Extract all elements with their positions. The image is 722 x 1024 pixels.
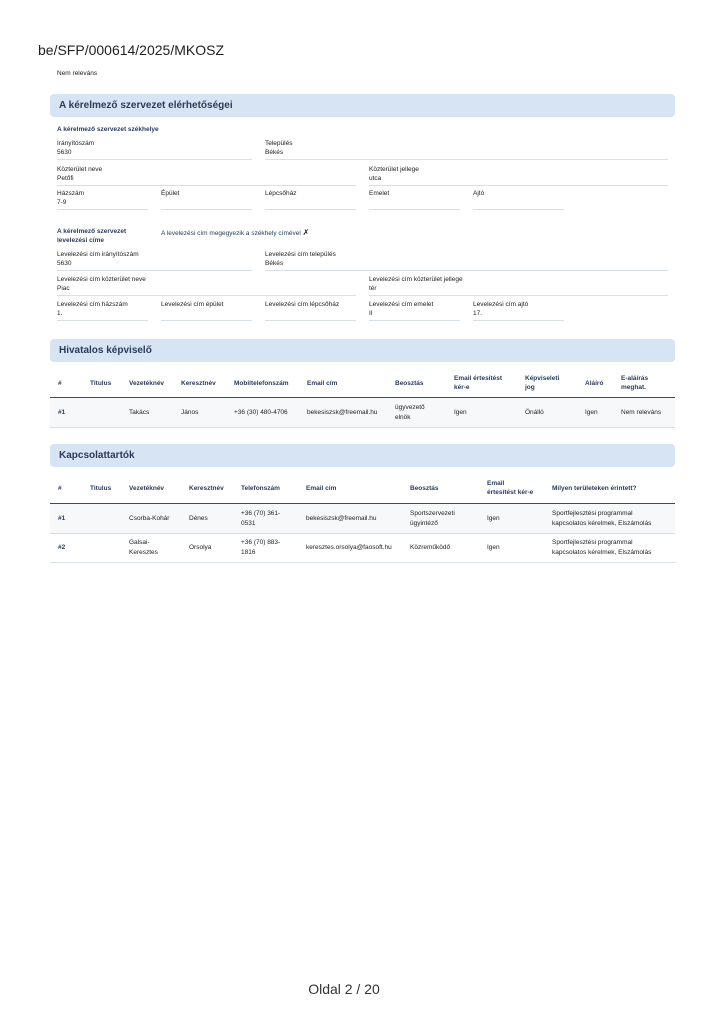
field-label: Levelezési cím lépcsőház xyxy=(265,301,340,308)
col-email: Email cím xyxy=(307,380,338,387)
section-header-official-rep: Hivatalos képviselő xyxy=(50,339,675,362)
cell-position-line-1: ügyvezető xyxy=(395,404,425,411)
col-esign-line-2: meghat. xyxy=(621,384,646,391)
cell-area-line-2: kapcsolatos kérelmek, Elszámolás xyxy=(552,519,652,527)
cell-area xyxy=(552,538,651,557)
field-street xyxy=(57,165,356,186)
col-num: # xyxy=(58,380,62,387)
col-mobile: Mobiltelefonszám xyxy=(234,380,289,387)
table-row xyxy=(50,504,675,534)
col-signer: Aláíró xyxy=(585,380,604,387)
field-house xyxy=(57,189,148,210)
cell-area-line-1: Sportfejlesztési programmal xyxy=(552,510,633,517)
cell-position-line-1: Közreműködő xyxy=(410,544,451,551)
field-value: Piac xyxy=(57,285,70,292)
cell-area xyxy=(552,509,651,528)
mail-same-note xyxy=(161,228,309,237)
field-label: Házszám xyxy=(57,190,85,197)
cell-position-line-2: elnök xyxy=(395,413,411,421)
cell-first-name: Orsolya xyxy=(189,544,212,551)
field-label: Levelezési cím házszám xyxy=(57,301,128,308)
field-value: Békés xyxy=(265,260,284,267)
field-label: Levelezési cím település xyxy=(265,251,336,258)
cell-last-name: Takács xyxy=(129,409,150,416)
cell-mobile: +36 (30) 480-4706 xyxy=(234,409,288,416)
cell-position xyxy=(410,509,455,528)
cell-first-name: Dénes xyxy=(189,515,208,522)
field-mail-floor xyxy=(369,300,460,321)
field-label: Levelezési cím irányítószám xyxy=(57,251,139,258)
field-value: tér xyxy=(369,285,377,292)
col-notify-line-1: Email értesítést xyxy=(454,375,503,382)
field-label: Emelet xyxy=(369,190,390,197)
field-mail-street-type xyxy=(369,275,668,296)
cell-email: bekesiszsk@freemail.hu xyxy=(307,409,378,416)
col-right-line-1: Képviseleti xyxy=(525,375,560,382)
field-value: 5630 xyxy=(57,149,72,156)
col-titulus: Titulus xyxy=(90,485,112,492)
col-notify-line-2: értesítést kér-e xyxy=(487,489,534,496)
cell-last-name-line-1: Csorba-Kohár xyxy=(129,515,170,522)
field-value: 1. xyxy=(57,310,63,317)
table-row xyxy=(50,398,675,428)
col-num: # xyxy=(58,485,62,492)
mail-subtitle-line-2: levelezési címe xyxy=(57,237,104,244)
field-label: Levelezési cím közterület neve xyxy=(57,276,146,283)
cell-email: bekesiszsk@freemail.hu xyxy=(306,515,377,522)
cell-last-name-line-1: Galsai- xyxy=(129,539,150,546)
field-value: Békés xyxy=(265,149,284,156)
field-label: Levelezési cím közterület jellege xyxy=(369,276,463,283)
col-last-name: Vezetéknév xyxy=(129,485,165,492)
contacts-table-header xyxy=(50,475,675,504)
field-mail-zip xyxy=(57,250,252,271)
cell-notify: Igen xyxy=(487,515,500,522)
top-note: Nem releváns xyxy=(57,70,98,77)
col-first-name: Keresztnév xyxy=(181,380,216,387)
cell-email: keresztes.orsolya@faosoft.hu xyxy=(306,544,392,551)
field-label: Irányítószám xyxy=(57,140,95,147)
cross-icon: ✗ xyxy=(302,228,310,237)
cell-esign: Nem releváns xyxy=(621,409,662,416)
col-position: Beosztás xyxy=(410,485,439,492)
official-rep-table-header xyxy=(50,370,675,398)
field-city xyxy=(265,139,668,160)
field-label: Közterület neve xyxy=(57,166,103,173)
cell-signer: Igen xyxy=(585,409,598,416)
cell-num: #2 xyxy=(58,544,66,551)
field-label: Levelezési cím ajtó xyxy=(473,301,529,308)
field-mail-city xyxy=(265,250,668,271)
col-position: Beosztás xyxy=(395,380,424,387)
field-label: Település xyxy=(265,140,293,147)
col-first-name: Keresztnév xyxy=(189,485,224,492)
cell-num: #1 xyxy=(58,409,66,416)
field-value: 17. xyxy=(473,310,483,317)
field-mail-building xyxy=(161,300,252,321)
field-street-type xyxy=(369,165,668,186)
cell-phone-line-2: 1816 xyxy=(241,548,256,556)
cell-phone-line-2: 0531 xyxy=(241,519,256,527)
cell-area-line-2: kapcsolatos kérelmek, Elszámolás xyxy=(552,548,652,556)
cell-last-name-line-2: Keresztes xyxy=(129,548,158,556)
col-esign-line-1: E-aláírás xyxy=(621,375,649,382)
col-last-name: Vezetéknév xyxy=(129,380,165,387)
cell-phone-line-1: +36 (70) 883- xyxy=(241,539,281,546)
cell-phone-line-1: +36 (70) 361- xyxy=(241,510,281,517)
cell-right: Önálló xyxy=(525,409,544,416)
field-value: II xyxy=(369,310,373,317)
field-value: Petőfi xyxy=(57,175,74,182)
field-label: Közterület jellege xyxy=(369,166,419,173)
seat-subtitle: A kérelmező szervezet székhelye xyxy=(57,126,159,133)
cell-num: #1 xyxy=(58,515,66,522)
section-header-contact: A kérelmező szervezet elérhetőségei xyxy=(50,94,675,117)
cell-position xyxy=(410,543,450,553)
cell-position xyxy=(395,403,425,422)
col-notify-line-1: Email xyxy=(487,480,505,487)
field-value: 7-9 xyxy=(57,199,67,206)
cell-phone xyxy=(241,509,280,528)
cell-phone xyxy=(241,538,280,557)
document-id: be/SFP/000614/2025/MKOSZ xyxy=(38,42,224,58)
field-mail-stair xyxy=(265,300,356,321)
field-stair xyxy=(265,189,356,210)
cell-first-name: János xyxy=(181,409,199,416)
field-label: Levelezési cím emelet xyxy=(369,301,434,308)
col-notify-line-2: kér-e xyxy=(454,384,470,391)
cell-last-name xyxy=(129,538,158,557)
mail-subtitle xyxy=(57,227,126,245)
page-number: Oldal 2 / 20 xyxy=(308,981,380,997)
col-right-line-2: jog xyxy=(525,384,535,391)
field-label: Épület xyxy=(161,190,180,197)
field-label: Lépcsőház xyxy=(265,190,297,197)
col-notify xyxy=(487,479,533,497)
field-door xyxy=(473,189,564,210)
col-email: Email cím xyxy=(306,485,337,492)
field-building xyxy=(161,189,252,210)
cell-notify: Igen xyxy=(487,544,500,551)
mail-subtitle-line-1: A kérelmező szervezet xyxy=(57,228,127,235)
cell-area-line-1: Sportfejlesztési programmal xyxy=(552,539,633,546)
field-label: Levelezési cím épület xyxy=(161,301,224,308)
field-floor xyxy=(369,189,460,210)
cell-notify: Igen xyxy=(454,409,467,416)
field-mail-street xyxy=(57,275,356,296)
cell-position-line-2: ügyintéző xyxy=(410,519,438,527)
cell-last-name xyxy=(129,514,169,524)
col-esign xyxy=(621,374,648,392)
col-phone: Telefonszám xyxy=(241,485,280,492)
field-value: 5630 xyxy=(57,260,72,267)
col-notify xyxy=(454,374,502,392)
table-row xyxy=(50,534,675,563)
col-area: Milyen területeken érintett? xyxy=(552,485,637,492)
mail-same-label: A levelezési cím megegyezik a székhely címével xyxy=(161,230,301,237)
field-mail-door xyxy=(473,300,564,321)
section-header-contacts: Kapcsolattartók xyxy=(50,444,675,467)
field-zip xyxy=(57,139,252,160)
col-titulus: Titulus xyxy=(90,380,112,387)
cell-position-line-1: Sportszervezeti xyxy=(410,510,455,517)
field-value: utca xyxy=(369,175,382,182)
field-label: Ajtó xyxy=(473,190,485,197)
col-right xyxy=(525,374,559,392)
field-mail-house xyxy=(57,300,148,321)
